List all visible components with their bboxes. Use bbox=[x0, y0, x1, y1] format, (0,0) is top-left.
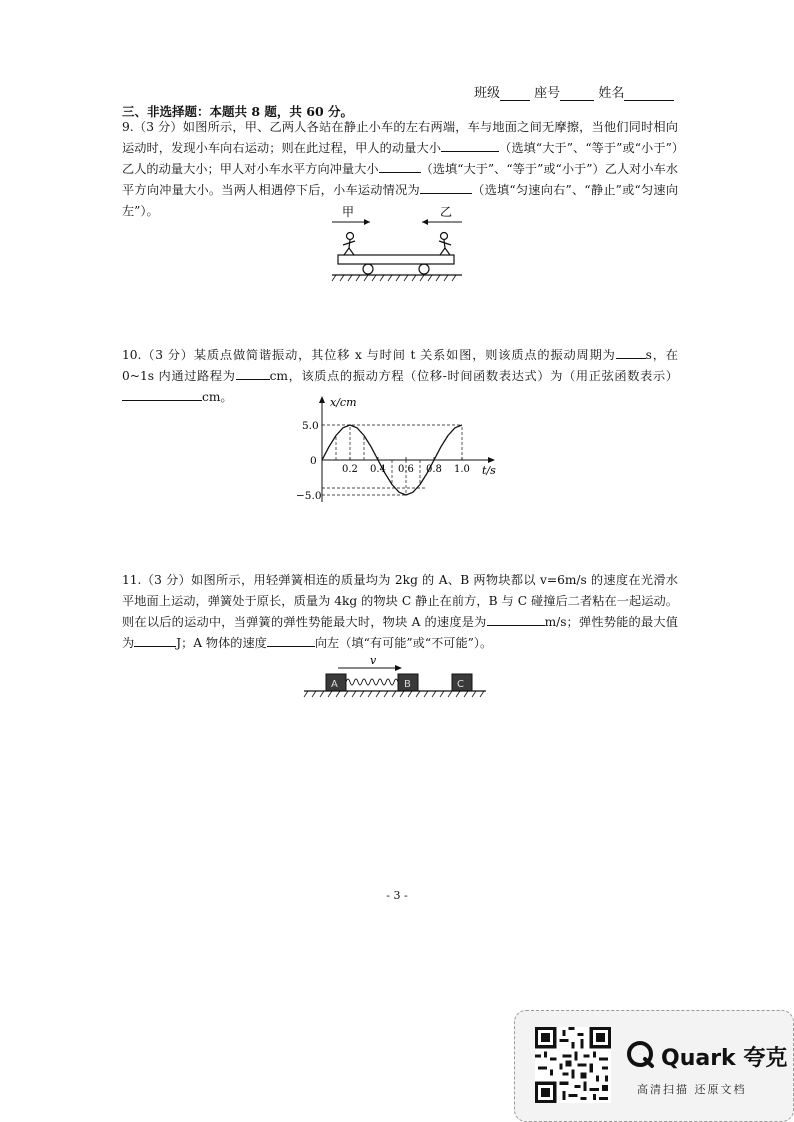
cart-wheel-left bbox=[363, 264, 373, 274]
qr-code-icon bbox=[535, 1027, 611, 1103]
person-jia bbox=[343, 233, 355, 256]
quark-logo-icon bbox=[627, 1041, 655, 1069]
q9-blank-1 bbox=[441, 139, 499, 152]
y-axis-label: x/cm bbox=[330, 396, 357, 409]
q9-text-1: 9.（3 分）如图所示，甲、乙两人各站在静止小车的左右两端，车与地面之间无摩擦，当他们同时相向运动时，发现小车向右运动；则在此过程，甲人的动量大小 bbox=[122, 120, 678, 155]
block-a-label: A bbox=[331, 679, 338, 690]
y-axis-arrow bbox=[319, 396, 325, 403]
x-tick-label: 1.0 bbox=[454, 464, 470, 475]
label-jia: 甲 bbox=[342, 205, 355, 219]
q11-text-4: 向左（填“有可能”或“不可能”）。 bbox=[314, 636, 493, 650]
q10-blank-1 bbox=[616, 346, 646, 359]
q11-text-3: J；A 物体的速度 bbox=[176, 636, 267, 650]
x-tick-label: 0.2 bbox=[342, 464, 358, 475]
q9-blank-3 bbox=[420, 181, 472, 194]
q11-text-2: m/s；弹性势能的最大值为 bbox=[122, 615, 678, 650]
x-tick-label: 0.8 bbox=[426, 464, 442, 475]
q11-text-1: 11.（3 分）如图所示，用轻弹簧相连的质量均为 2kg 的 A、B 两物块都以 v=6m/s 的速度在光滑水平地面上运动，弹簧处于原长，质量为 4kg 的物块 C 静止在前方，B 与 C 碰撞后二者粘在一起运动。则在以后的运动中，当弹簧的弹性势能最大时，物块 A 的速度是为 bbox=[122, 573, 678, 629]
seat-blank bbox=[560, 88, 594, 101]
blocks-figure bbox=[300, 650, 490, 702]
quark-scan-badge bbox=[514, 1010, 794, 1122]
block-c-label: C bbox=[457, 679, 464, 690]
q10-blank-2 bbox=[236, 367, 270, 380]
block-b-label: B bbox=[404, 679, 411, 690]
section-title: 三、非选择题：本题共 8 题，共 60 分。 bbox=[122, 104, 354, 119]
x-axis-arrow bbox=[488, 457, 495, 463]
q10-text-1: 10.（3 分）某质点做简谐振动，其位移 x 与时间 t 关系如图，则该质点的振动周期为 bbox=[122, 348, 616, 362]
question-11 bbox=[122, 570, 678, 654]
q11-blank-1 bbox=[487, 613, 545, 626]
x-axis-label: t/s bbox=[482, 464, 496, 477]
q11-blank-2 bbox=[134, 634, 176, 647]
class-blank bbox=[500, 88, 530, 101]
label-yi: 乙 bbox=[440, 205, 453, 219]
class-label: 班级 bbox=[474, 86, 501, 101]
q9-blank-2 bbox=[379, 160, 421, 173]
q10-text-3: cm，该质点的振动方程（位移-时间函数表达式）为（用正弦函数表示） bbox=[269, 369, 678, 383]
x-tick-label: 0.6 bbox=[398, 464, 414, 475]
oscillation-chart bbox=[290, 390, 510, 510]
name-blank bbox=[624, 88, 674, 101]
page-number: - 3 - bbox=[386, 889, 408, 902]
student-info-line bbox=[474, 82, 674, 101]
y-tick-label: −5.0 bbox=[296, 490, 322, 502]
name-label: 姓名 bbox=[598, 86, 625, 101]
cart-body bbox=[338, 255, 454, 264]
q11-blank-3 bbox=[267, 634, 315, 647]
spring bbox=[346, 679, 398, 685]
quark-subtitle: 高清扫描 还原文档 bbox=[637, 1083, 747, 1096]
cart-figure bbox=[322, 198, 472, 288]
q9-text-3: （选填“大于”、“等于”或“小于”）乙人对小车水平方向冲量大小。当两人相遇停下后，小车运动情况为 bbox=[122, 162, 678, 197]
velocity-label: v bbox=[370, 654, 377, 667]
q9-text-4: （选填“匀速向右”、“静止”或“匀速向左”）。 bbox=[122, 183, 679, 218]
person-yi bbox=[439, 233, 451, 256]
x-tick-label: 0.4 bbox=[370, 464, 386, 475]
q10-text-2: s，在 0~1s 内通过路程为 bbox=[122, 348, 678, 383]
q10-blank-3 bbox=[122, 388, 202, 401]
seat-label: 座号 bbox=[534, 86, 561, 101]
cart-wheel-right bbox=[419, 264, 429, 274]
quark-brand: Quark 夸克 bbox=[661, 1046, 788, 1071]
origin-label: 0 bbox=[310, 455, 317, 467]
y-tick-label: 5.0 bbox=[302, 420, 319, 432]
q9-text-2: （选填“大于”、“等于”或“小于”）乙人的动量大小；甲人对小车水平方向冲量大小 bbox=[122, 141, 678, 176]
q10-text-4: cm。 bbox=[202, 390, 233, 404]
